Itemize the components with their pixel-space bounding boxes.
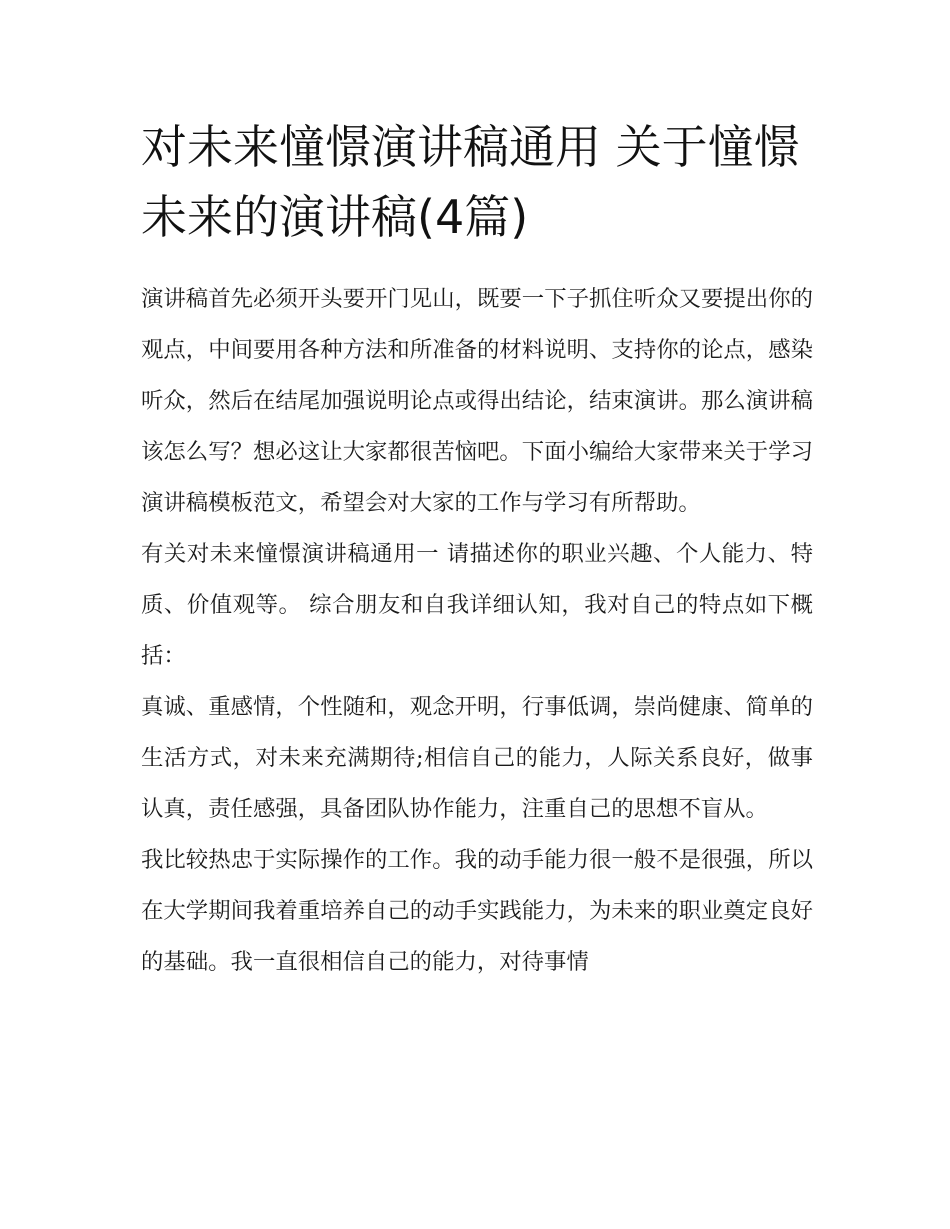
paragraph-traits: 真诚、重感情，个性随和，观念开明，行事低调，崇尚健康、简单的生活方式，对未来充满期待;相信自己的能力，人际关系良好，做事认真，责任感强，具备团队协作能力，注重自己的思想不盲从。 — [141, 694, 813, 822]
document-title: 对未来憧憬演讲稿通用 关于憧憬未来的演讲稿(4篇) — [141, 120, 800, 244]
paragraph-intro: 演讲稿首先必须开头要开门见山，既要一下子抓住听众又要提出你的观点，中间要用各种方法和所准备的材料说明、支持你的论点，感染听众，然后在结尾加强说明论点或得出结论，结束演讲。那么演讲稿该怎么写？想必这让大家都很苦恼吧。下面小编给大家带来关于学习演讲稿模板范文，希望会对大家的工作与学习有所帮助。 — [141, 286, 813, 516]
paragraph-practice: 我比较热忠于实际操作的工作。我的动手能力很一般不是很强，所以在大学期间我着重培养自己的动手实践能力，为未来的职业奠定良好的基础。我一直很相信自己的能力，对待事情 — [141, 847, 813, 975]
document-body — [141, 112, 813, 988]
paragraph-section-one: 有关对未来憧憬演讲稿通用一 请描述你的职业兴趣、个人能力、特质、价值观等。 综合朋友和自我详细认知，我对自己的特点如下概括： — [141, 541, 813, 669]
